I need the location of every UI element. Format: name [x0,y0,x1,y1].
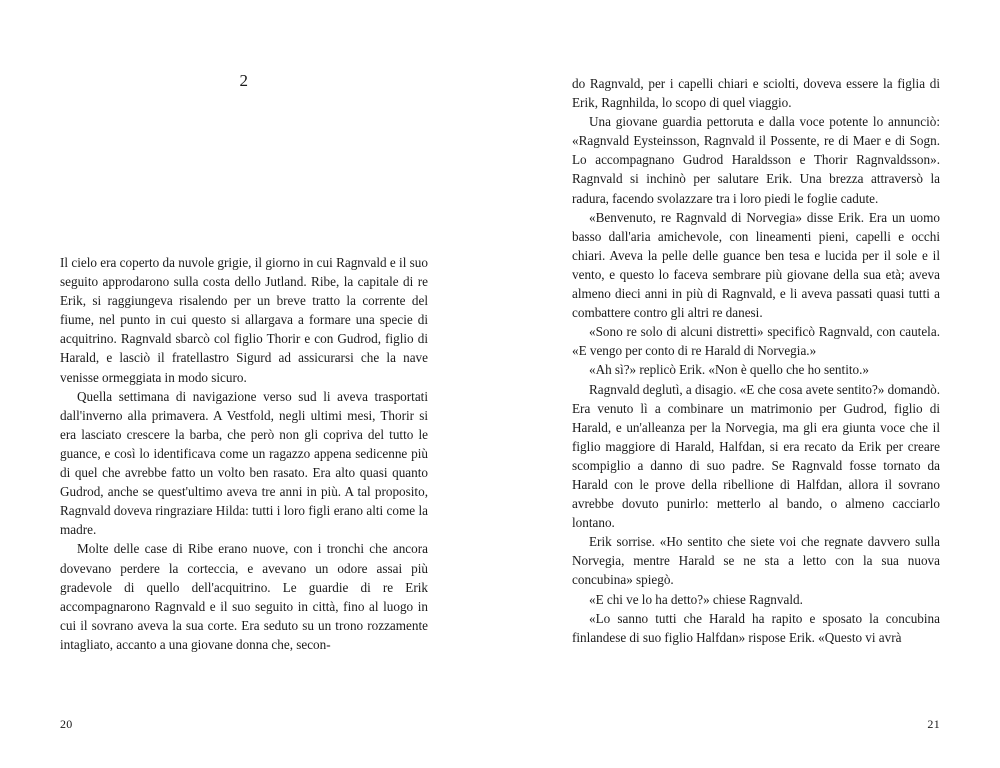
left-page-body [60,253,428,654]
paragraph: Erik sorrise. «Ho sentito che siete voi che regnate davvero sulla Norvegia, mentre Harald se ne sta a letto con la sua nuova concubina» spiegò. [572,534,940,588]
paragraph: Una giovane guardia pettoruta e dalla voce potente lo annunciò: «Ragnvald Eysteinsson, Ragnvald il Possente, re di Maer e di Sogn. Lo accompagnano Gudrod Haraldsson e Thorir Ragnvaldsson». Ragnvald si inchinò per salutare Erik. Una brezza attraversò la radura, facendo svolazzare tra i loro piedi le foglie cadute. [572,114,940,206]
page-number-left: 20 [60,717,73,731]
paragraph: Quella settimana di navigazione verso sud li aveva trasportati dall'inverno alla primavera. A Vestfold, negli ultimi mesi, Thorir si era lasciato crescere la barba, che però non gli copriva del tutto le guance, e così lo identificava come un ragazzo appena sedicenne più di quel che avrebbe fatto un volto ben rasato. Era alto quasi quanto Gudrod, anche se quest'ultimo aveva tre anni in più. A tal proposito, Ragnvald doveva ringraziare Hilda: tutti i loro figli erano alti come la madre. [60,388,428,538]
paragraph: «E chi ve lo ha detto?» chiese Ragnvald. [589,591,803,607]
paragraph: Ragnvald deglutì, a disagio. «E che cosa avete sentito?» domandò. Era venuto lì a combinare un matrimonio per Gudrod, figlio di Harald, e un'alleanza per la Norvegia, ma gli era giunta voce che il figlio maggiore di Harald, Halfdan, si era recato da Erik per creare scompiglio a danno di suo padre. Se Ragnvald fosse tornato da Harald con le prove della ribellione di Halfdan, allora il sovrano avrebbe dovuto punirlo: metterlo al bando, o almeno cacciarlo lontano. [572,381,940,531]
paragraph: «Sono re solo di alcuni distretti» specificò Ragnvald, con cautela. «E vengo per conto di re Harald di Norvegia.» [572,324,940,359]
paragraph: «Benvenuto, re Ragnvald di Norvegia» disse Erik. Era un uomo basso dall'aria amichevole, con lineamenti pieni, capelli e occhi chiari. Aveva la pelle delle guance ben tesa e lucida per il sole e il vento, e questo lo faceva sembrare più giovane della sua età; aveva almeno dieci anni in più di Ragnvald, e li aveva passati quasi tutti a combattere contro gli altri re danesi. [572,209,940,321]
chapter-number: 2 [239,71,249,90]
right-page [500,0,1000,768]
paragraph: Molte delle case di Ribe erano nuove, con i tronchi che ancora dovevano perdere la corteccia, e avevano un odore assai più gradevole di quello dell'acquitrino. Le guardie di re Erik accompagnarono Ragnvald e il suo seguito in città, fino al luogo in cui il sovrano aveva la sua corte. Era seduto su un trono rozzamente intagliato, accanto a una giovane donna che, secon- [60,541,428,652]
paragraph: Il cielo era coperto da nuvole grigie, il giorno in cui Ragnvald e il suo seguito approdarono sulla costa dello Jutland. Ribe, la capitale di re Erik, si raggiungeva risalendo per un breve tratto la corrente del fiume, nel punto in cui questo si allargava a formare una specie di acquitrino. Ragnvald sbarcò col figlio Thorir e con Gudrod, figlio di Harald, e lasciò il fratellastro Sigurd ad assicurarsi che la nave venisse ormeggiata in modo sicuro. [60,255,428,385]
paragraph: do Ragnvald, per i capelli chiari e sciolti, doveva essere la figlia di Erik, Ragnhilda, lo scopo di quel viaggio. [572,76,940,111]
page-number-right: 21 [927,717,940,731]
right-page-body [572,74,940,647]
paragraph: «Ah sì?» replicò Erik. «Non è quello che ho sentito.» [589,362,870,378]
paragraph: «Lo sanno tutti che Harald ha rapito e sposato la concubina finlandese di suo figlio Halfdan» rispose Erik. «Questo vi avrà [572,610,940,645]
